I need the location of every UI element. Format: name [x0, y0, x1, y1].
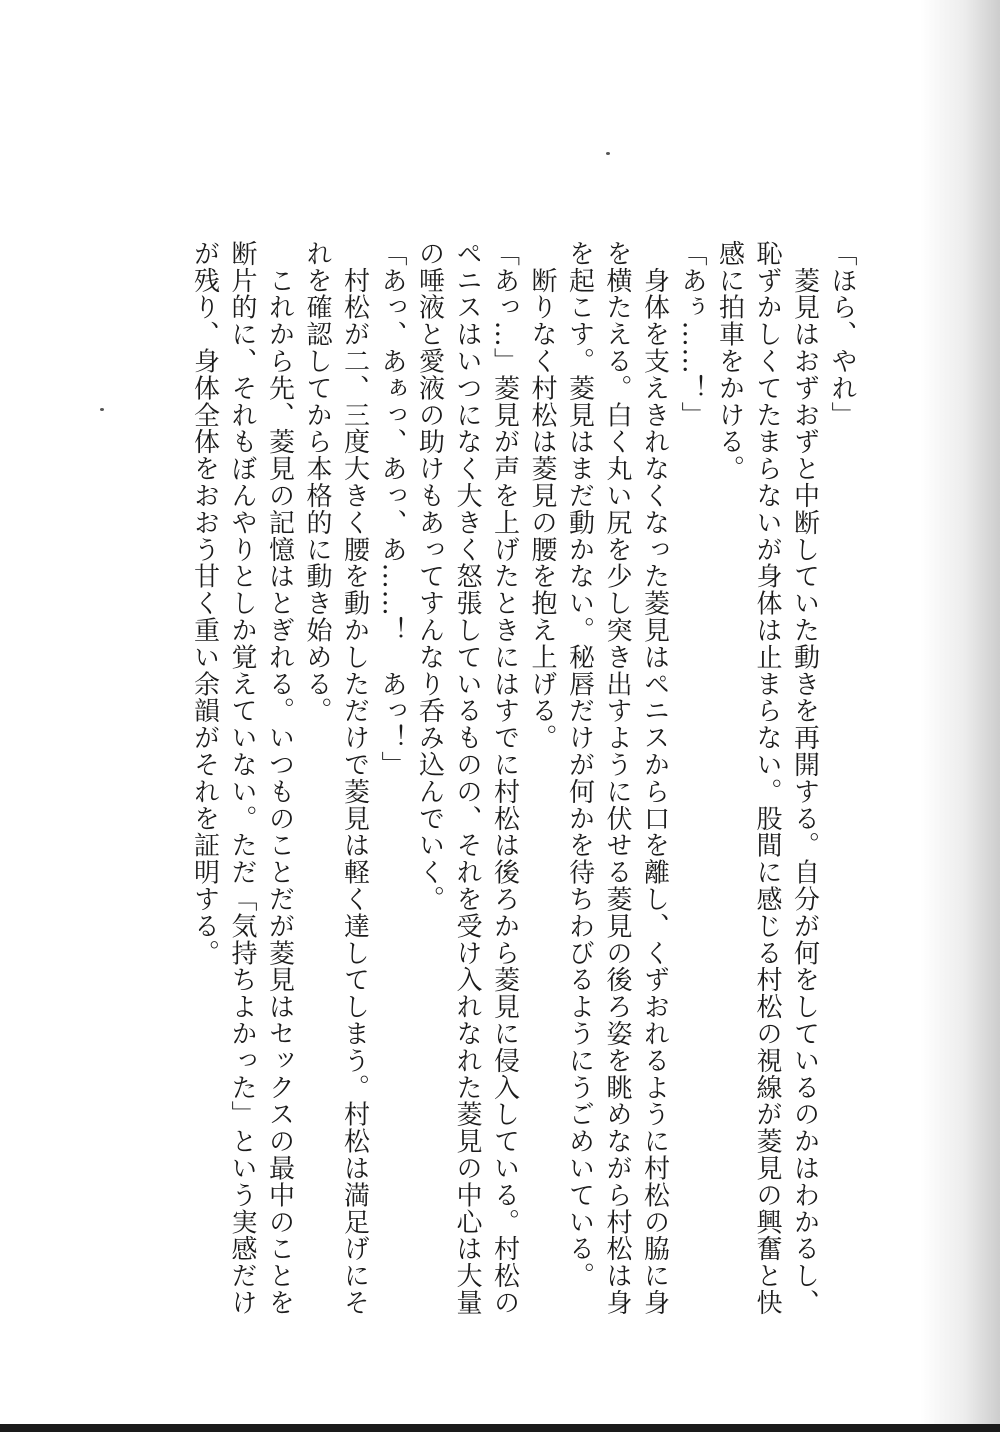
text-line: 感に拍車をかける。: [714, 240, 745, 483]
text-line: 恥ずかしくてたまらないが身体は止まらない。股間に感じる村松の視線が菱見の興奮と快: [752, 240, 782, 1316]
text-line: 身体を支えきれなくなった菱見はペニスから口を離し、くずおれるように村松の脇に身: [639, 240, 670, 1316]
text-line: の唾液と愛液の助けもあってすんなり呑み込んでいく。: [414, 240, 445, 913]
text-line: を横たえる。白く丸い尻を少し突き出すように伏せる菱見の後ろ姿を眺めながら村松は身: [602, 240, 632, 1316]
scan-speck: [606, 152, 610, 155]
page-edge-shadow: [920, 0, 1000, 1432]
text-line: 村松が二、三度大きく腰を動かしただけで菱見は軽く達してしまう。村松は満足げにそ: [339, 240, 370, 1316]
text-line: を起こす。菱見はまだ動かない。秘唇だけが何かを待ちわびるようにうごめいている。: [564, 240, 595, 1290]
text-line: 断片的に、それもぼんやりとしか覚えていない。ただ「気持ちよかった」という実感だけ: [227, 240, 257, 1316]
text-line: 「あぅ……！」: [677, 240, 707, 429]
vertical-text-block: [170, 240, 860, 1316]
scan-bottom-edge: [0, 1424, 1000, 1432]
text-line: これから先、菱見の記憶はとぎれる。いつものことだが菱見はセックスの最中のことを: [264, 240, 295, 1316]
text-line: 「ほら、やれ」: [827, 240, 857, 429]
text-line: れを確認してから本格的に動き始める。: [302, 240, 332, 725]
text-line: ペニスはいつになく大きく怒張しているものの、それを受け入れなれた菱見の中心は大量: [452, 240, 482, 1316]
scan-speck: [100, 408, 104, 411]
text-line: が残り、身体全体をおおう甘く重い余韻がそれを証明する。: [189, 240, 220, 967]
text-line: 菱見はおずおずと中断していた動きを再開する。自分が何をしているのかはわかるし、: [789, 240, 820, 1316]
text-line: 断りなく村松は菱見の腰を抱え上げる。: [527, 240, 557, 752]
text-line: 「あっ、あぁっ、あっ、あ……！ あっ！」: [377, 240, 407, 778]
text-line: 「あっ…」菱見が声を上げたときにはすでに村松は後ろから菱見に侵入している。村松の: [489, 240, 520, 1316]
